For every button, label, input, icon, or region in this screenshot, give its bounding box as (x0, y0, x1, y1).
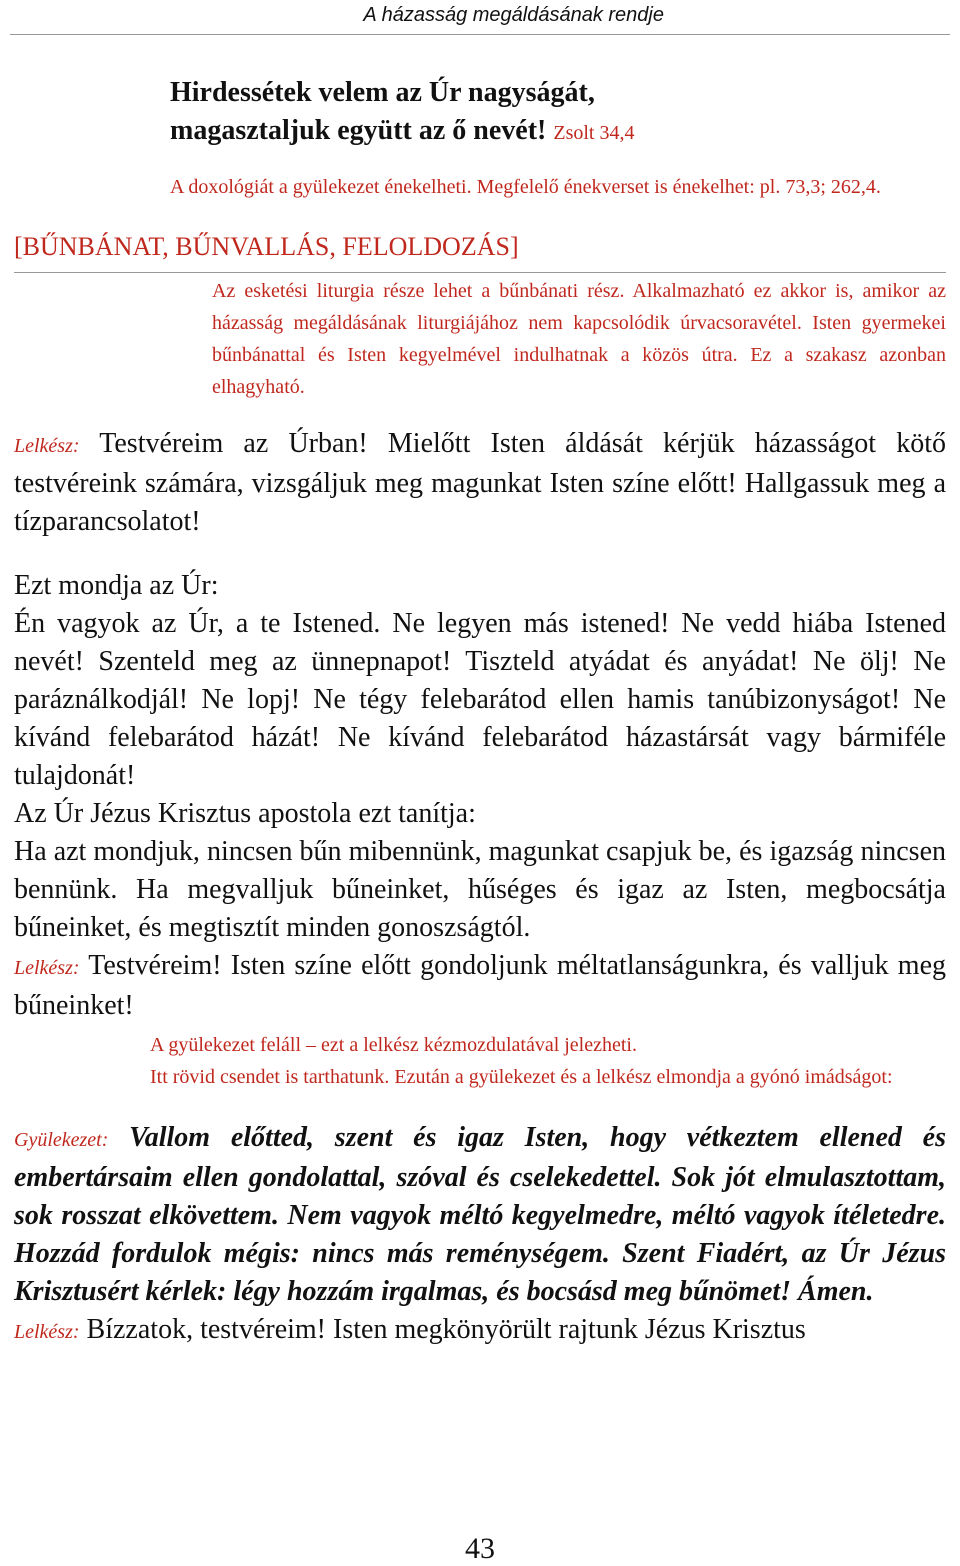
apostle-text: Ha azt mondjuk, nincsen bűn mibennünk, magunkat csapjuk be, és igazság nincsen bennünk. Ha megvalljuk bűneinket, hűséges és igaz az Isten, megbocsátja bűneinket, és megtisztít minden gonoszságtól. (14, 836, 946, 943)
page-number: 43 (465, 1532, 495, 1565)
rubric-note (150, 1029, 946, 1093)
rubric-line-2: Itt rövid csendet is tarthatunk. Ezután a gyülekezet és a lelkész elmondja a gyónó imádságot: (150, 1066, 893, 1088)
pastor-address (14, 425, 946, 541)
running-header: A házasság megáldásának rendje (363, 4, 664, 26)
apostle-intro: Az Úr Jézus Krisztus apostola ezt tanítja: (14, 798, 476, 829)
header-divider (10, 34, 950, 35)
speaker-label: Lelkész: (14, 957, 80, 979)
rubric-line-1: A gyülekezet feláll – ezt a lelkész kézmozdulatával jelezheti. (150, 1034, 637, 1056)
quote-reference: Zsolt 34,4 (553, 122, 635, 144)
quote-line-2-text: magasztaljuk együtt az ő nevét! (170, 115, 547, 146)
confession-text: Vallom előtted, szent és igaz Isten, hogy vétkeztem ellened és embertársaim ellen gondolattal, szóval és cselekedettel. Sok jót elmulasztottam, sok rosszat elkövettem. Nem vagyok méltó kegyelmedre, méltó vagyok ítéletedre. Hozzád fordulok mégis: nincs más reménységem. Szent Fiadért, az Úr Jézus Krisztusért kérlek: légy hozzám irgalmas, és bocsásd meg bűnömet! Ámen. (14, 1122, 947, 1307)
pastor-invitation-text: Testvéreim! Isten színe előtt gondoljunk méltatlanságunkra, és valljuk meg bűneinket! (14, 950, 946, 1021)
absolution-start (14, 1311, 946, 1351)
absolution-text: Bízzatok, testvéreim! Isten megkönyörült rajtunk Jézus Krisztus (86, 1314, 806, 1345)
opening-quote (170, 74, 946, 152)
section-heading: [BŰNBÁNAT, BŰNVALLÁS, FELOLDOZÁS] (14, 232, 519, 261)
section-divider (14, 272, 946, 273)
quote-line-2 (170, 112, 946, 152)
quote-line-1: Hirdessétek velem az Úr nagyságát, (170, 77, 595, 108)
page-content (14, 74, 946, 1351)
commandments-text: Én vagyok az Úr, a te Istened. Ne legyen más istened! Ne vedd hiába Istened nevét! Szenteld meg az ünnepnapot! Tiszteld atyádat és anyádat! Ne ölj! Ne paráználkodjál! Ne lopj! Ne tégy felebarátod ellen hamis tanúbizonyságot! Ne kívánd felebarátod házát! Ne kívánd felebarátod házastársát vagy bármiféle tulajdonát! (14, 608, 946, 791)
commandments-intro: Ezt mondja az Úr: (14, 570, 219, 601)
section-note: Az esketési liturgia része lehet a bűnbánati rész. Alkalmazható ez akkor is, amikor az házasság megáldásának liturgiájához nem kapcsolódik úrvacsoravétel. Isten gyermekei bűnbánattal és Isten kegyelmével indulhatnak a közös útra. Ez a szakasz azonban elhagyható. (212, 280, 946, 398)
doxology-note: A doxológiát a gyülekezet énekelheti. Megfelelő énekverset is énekelhet: pl. 73,3; 262,4. (170, 176, 881, 198)
confession-prayer (14, 1119, 946, 1311)
speaker-label: Lelkész: (14, 1321, 80, 1343)
speaker-label: Gyülekezet: (14, 1129, 109, 1151)
speaker-label: Lelkész: (14, 435, 80, 457)
pastor-invitation (14, 947, 946, 1025)
pastor-address-text: Testvéreim az Úrban! Mielőtt Isten áldását kérjük házasságot kötő testvéreink számára, vizsgáljuk meg magunkat Isten színe előtt! Hallgassuk meg a tízparancsolatot! (14, 428, 947, 537)
